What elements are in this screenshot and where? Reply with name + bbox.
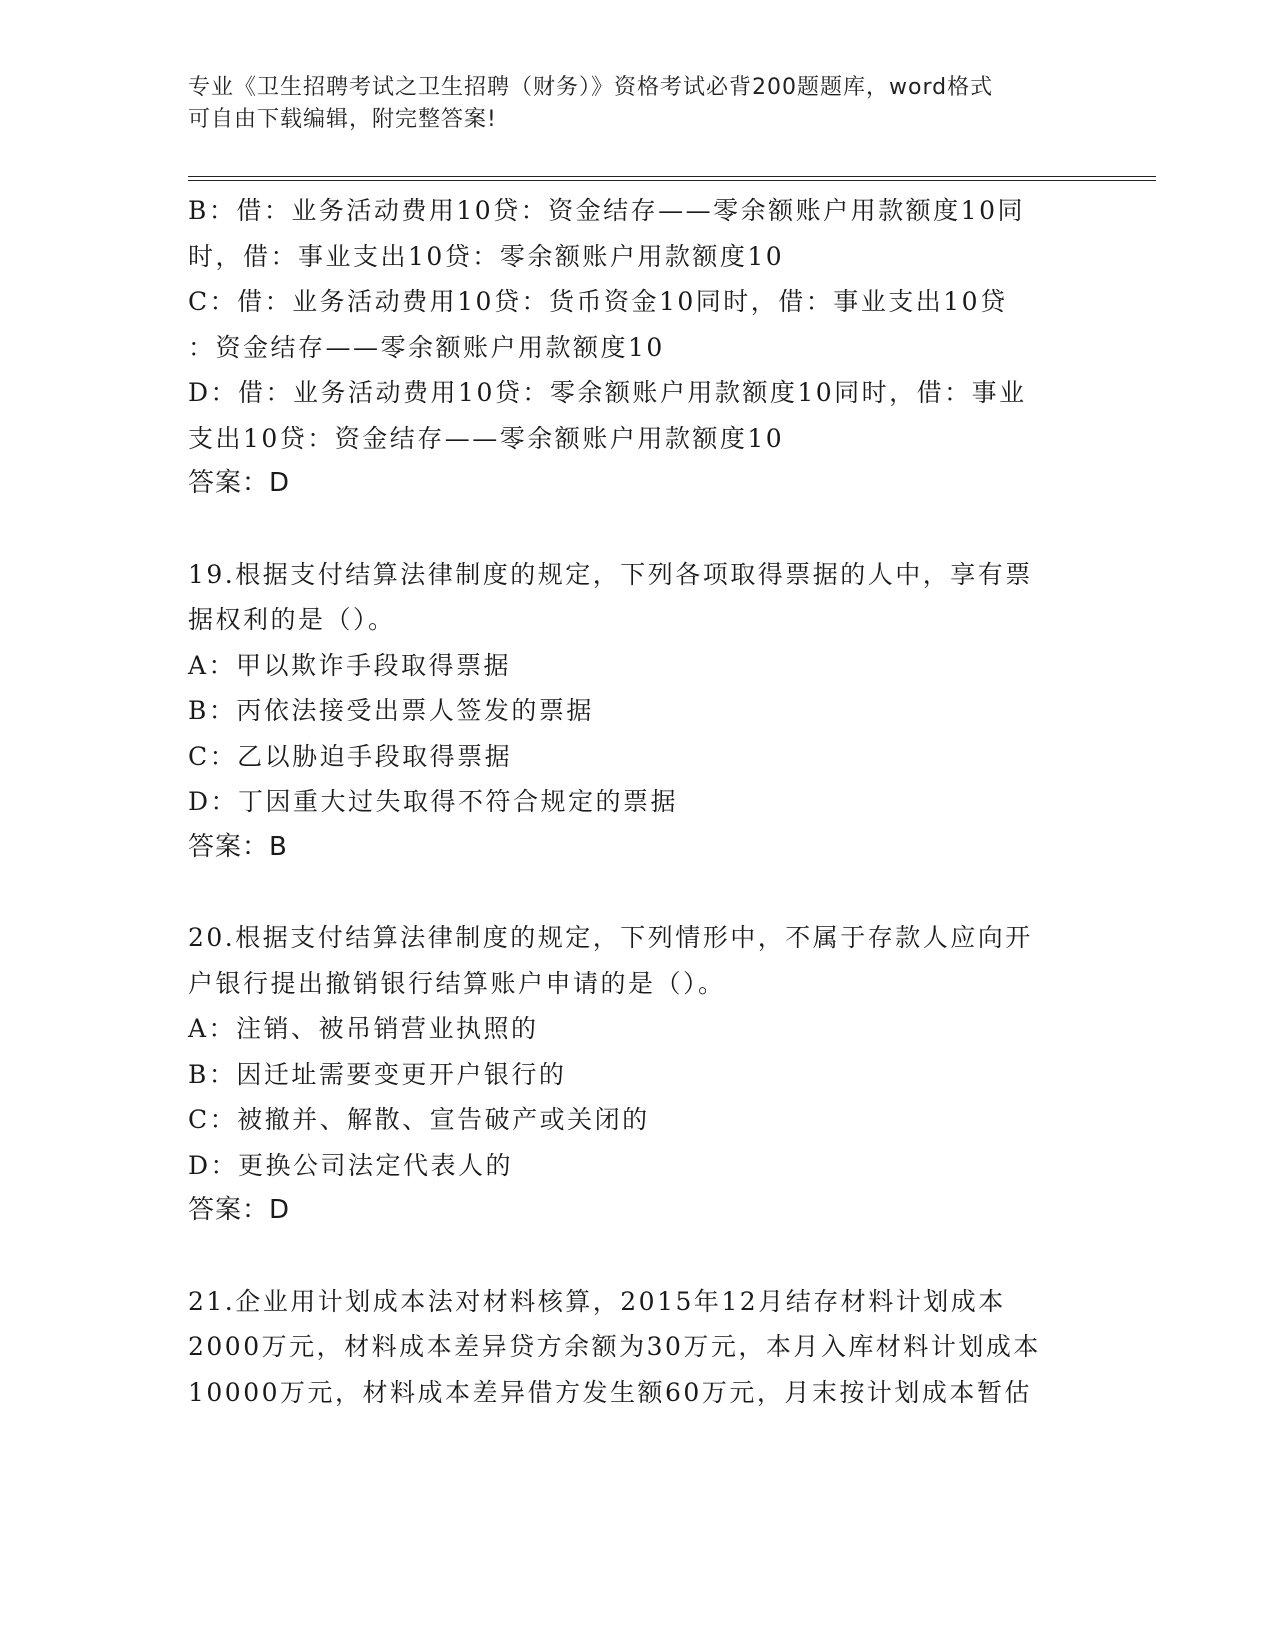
answer-line: 答案：D [188,468,291,498]
question-19 [188,552,1088,871]
answer-line: 答案：D [188,1195,291,1225]
header-double-rule [188,176,1156,181]
question-spacer [188,870,1088,915]
question-stem-line-2: 户银行提出撤销银行结算账户申请的是（）。 [188,968,726,998]
header-title-line-1: 专业《卫生招聘考试之卫生招聘（财务）》资格考试必背200题题库，word格式 [188,75,994,100]
option-a: A：甲以欺诈手段取得票据 [188,650,512,680]
option-c: C：乙以胁迫手段取得票据 [188,741,513,771]
question-stem-line-1: 21.企业用计划成本法对材料核算，2015年12月结存材料计划成本 [188,1286,1006,1316]
option-c: C：被撤并、解散、宣告破产或关闭的 [188,1105,650,1134]
question-stem-line-2: 2000万元，材料成本差异贷方余额为30万元，本月入库材料计划成本 [188,1332,1041,1361]
question-20 [188,915,1088,1234]
question-spacer [188,507,1088,552]
option-a: A：注销、被吊销营业执照的 [188,1014,539,1043]
option-d-line-2: 支出10贷：资金结存——零余额账户用款额度10 [188,423,785,453]
question-spacer [188,1234,1088,1279]
header-title-line-2: 可自由下载编辑，附完整答案! [188,107,497,132]
option-c-line-2: ：资金结存——零余额账户用款额度10 [188,332,665,362]
question-stem-line-1: 20.根据支付结算法律制度的规定，下列情形中，不属于存款人应向开 [188,923,1033,952]
question-stem-line-3: 10000万元，材料成本差异借方发生额60万元，月末按计划成本暂估 [188,1377,1032,1407]
question-stem-line-1: 19.根据支付结算法律制度的规定，下列各项取得票据的人中，享有票 [188,559,1033,589]
question-stem-line-2: 据权利的是（）。 [188,605,396,634]
option-d: D：丁因重大过失取得不符合规定的票据 [188,787,679,816]
option-b-line-2: 时，借：事业支出10贷：零余额账户用款额度10 [188,241,785,271]
option-d: D：更换公司法定代表人的 [188,1150,514,1180]
question-18-continued [188,188,1088,507]
option-b: B：丙依法接受出票人签发的票据 [188,696,594,725]
question-21 [188,1279,1088,1416]
option-d-line-1: D：借：业务活动费用10贷：零余额账户用款额度10同时，借：事业 [188,378,1027,407]
document-body [188,188,1088,1415]
option-b: B：因迁址需要变更开户银行的 [188,1059,567,1089]
option-c-line-1: C：借：业务活动费用10贷：货币资金10同时，借：事业支出10贷 [188,287,1008,316]
answer-line: 答案：B [188,831,288,862]
document-header [188,72,1088,136]
option-b-line-1: B：借：业务活动费用10贷：资金结存——零余额账户用款额度10同 [188,196,1025,225]
